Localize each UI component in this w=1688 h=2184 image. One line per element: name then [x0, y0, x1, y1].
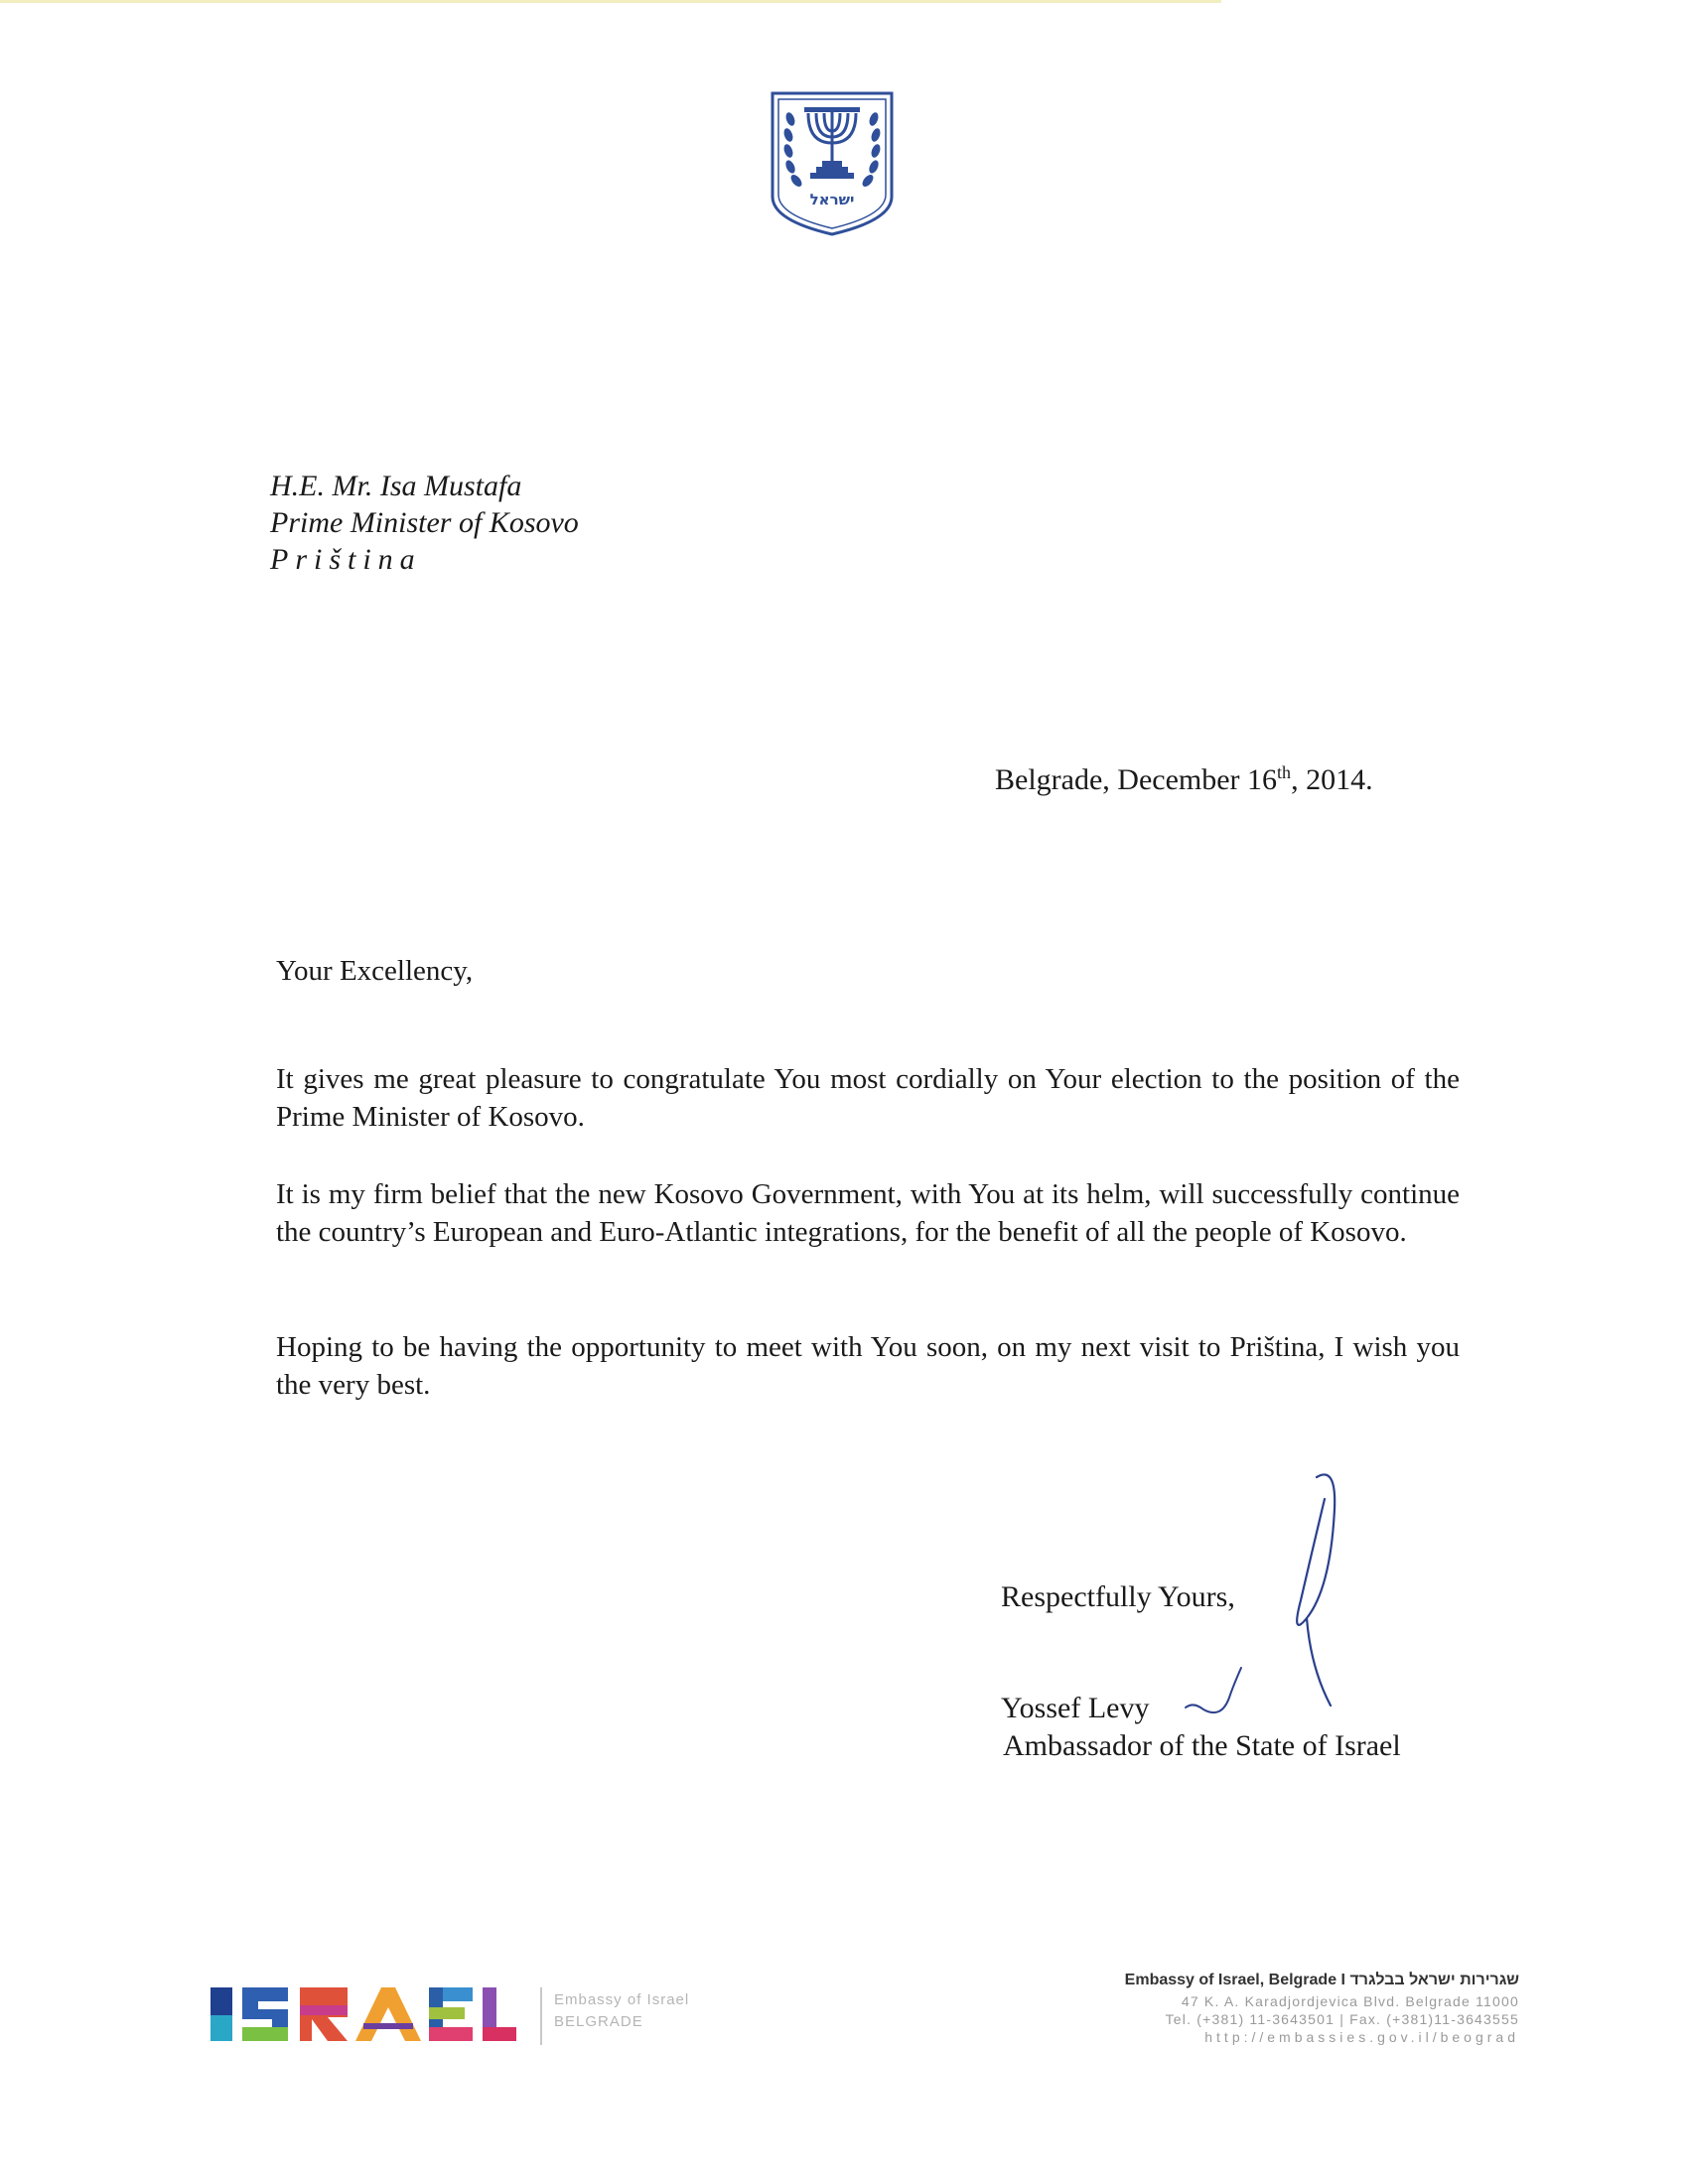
signer-name: Yossef Levy — [1001, 1692, 1150, 1724]
top-edge-line — [0, 0, 1221, 3]
body-paragraph: Hoping to be having the opportunity to meet with You soon, on my next visit to Priština, I wish you the very best. — [276, 1331, 1460, 1401]
state-emblem-icon — [769, 89, 896, 236]
closing: Respectfully Yours, — [1001, 1580, 1235, 1613]
signature-stroke — [1287, 1469, 1346, 1717]
logo-wordmark: ISRAEL — [358, 2044, 376, 2049]
body-paragraph: It is my firm belief that the new Kosovo Government, with You at its helm, will successfully continue the country’s European and Euro-Atlantic integrations, for the benefit of all the people of Kosovo. — [276, 1178, 1460, 1248]
logo-divider — [540, 1987, 542, 2045]
recipient-title: Prime Minister of Kosovo — [270, 506, 579, 539]
emblem-text: ישראל — [809, 191, 855, 208]
footer-phone: Tel. (+381) 11-3643501 | Fax. (+381)11-3643555 — [1165, 2011, 1519, 2027]
logo-city-line: BELGRADE — [554, 2013, 643, 2030]
date-ordinal: th — [1277, 762, 1292, 782]
salutation: Your Excellency, — [276, 955, 474, 987]
signature-initial — [1182, 1658, 1251, 1727]
israel-logo — [209, 1979, 526, 2049]
footer-address: 47 K. A. Karadjordjevica Blvd. Belgrade 11000 — [1181, 1993, 1519, 2009]
letter-date — [995, 762, 1373, 797]
footer-website[interactable]: http://embassies.gov.il/beograd — [1204, 2029, 1519, 2045]
logo-embassy-line: Embassy of Israel — [554, 1991, 690, 2008]
recipient-city: Priština — [270, 543, 422, 576]
footer-embassy-name: Embassy of Israel, Belgrade I שגרירות ישראל בבלגרד — [1124, 1972, 1519, 1988]
date-year: , 2014. — [1291, 763, 1373, 796]
body-paragraph: It gives me great pleasure to congratulate You most cordially on Your election to the position of the Prime Minister of Kosovo. — [276, 1063, 1460, 1133]
signer-title: Ambassador of the State of Israel — [1003, 1729, 1401, 1762]
date-text: Belgrade, December 16 — [995, 763, 1278, 796]
recipient-name: H.E. Mr. Isa Mustafa — [270, 470, 522, 502]
